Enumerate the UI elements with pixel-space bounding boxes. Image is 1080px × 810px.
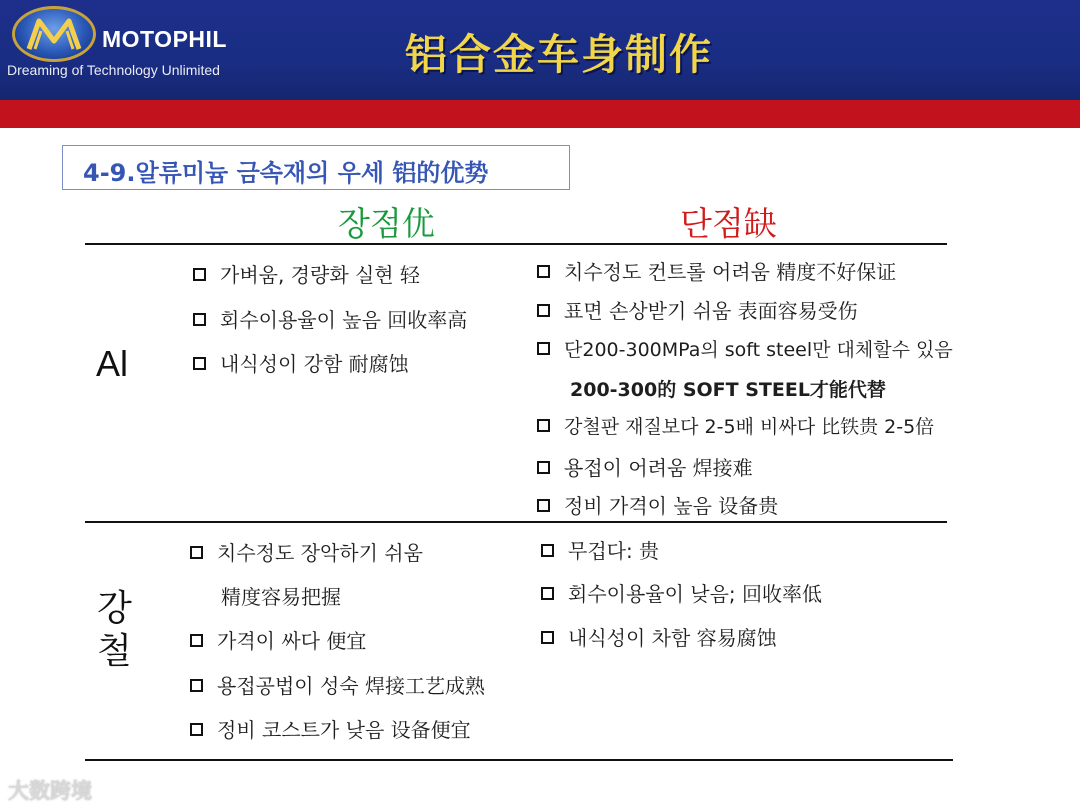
- watermark: 大数跨境: [8, 779, 92, 803]
- checkbox-icon: [537, 461, 550, 474]
- row-label-al: Al: [96, 343, 129, 384]
- list-item: 회수이용율이 낮음; 回收率低: [541, 578, 822, 607]
- checkbox-icon: [541, 587, 554, 600]
- brand-tagline: Dreaming of Technology Unlimited: [7, 62, 220, 78]
- motophil-logo-icon: [12, 6, 96, 62]
- row-label-steel-2: 철: [97, 631, 132, 672]
- list-item-continuation: 精度容易把握: [221, 585, 341, 609]
- list-item: 정비 코스트가 낮음 设备便宜: [190, 714, 471, 743]
- list-item: 단200-300MPa의 soft steel만 대체할수 있음: [537, 335, 953, 362]
- page-title: 铝合金车身制作: [405, 30, 714, 79]
- list-item-continuation: 200-300的 SOFT STEEL才能代替: [570, 379, 886, 401]
- header-stripe: [0, 100, 1080, 128]
- list-item: 정비 가격이 높음 设备贵: [537, 490, 778, 519]
- list-item: 표면 손상받기 쉬움 表面容易受伤: [537, 295, 858, 324]
- list-item: 강철판 재질보다 2-5배 비싸다 比铁贵 2-5倍: [537, 412, 934, 439]
- pros-heading: 장점优: [338, 204, 435, 243]
- checkbox-icon: [193, 268, 206, 281]
- brand-name: MOTOPHIL: [102, 26, 227, 52]
- list-item: 내식성이 강함 耐腐蚀: [193, 348, 409, 377]
- list-item: 용접이 어려움 焊接难: [537, 452, 753, 481]
- checkbox-icon: [537, 419, 550, 432]
- cons-heading: 단점缺: [680, 204, 777, 243]
- row-label-steel-1: 강: [97, 588, 132, 629]
- checkbox-icon: [541, 631, 554, 644]
- checkbox-icon: [537, 499, 550, 512]
- table-divider-top: [85, 243, 947, 245]
- checkbox-icon: [193, 313, 206, 326]
- checkbox-icon: [537, 342, 550, 355]
- table-divider-middle: [85, 521, 947, 523]
- list-item: 가격이 싸다 便宜: [190, 625, 366, 654]
- checkbox-icon: [190, 546, 203, 559]
- table-divider-bottom: [85, 759, 953, 761]
- list-item: 치수정도 컨트롤 어려움 精度不好保证: [537, 256, 896, 285]
- list-item: 가벼움, 경량화 실현 轻: [193, 259, 420, 288]
- checkbox-icon: [537, 304, 550, 317]
- checkbox-icon: [190, 723, 203, 736]
- checkbox-icon: [541, 544, 554, 557]
- section-subtitle-box: [62, 145, 570, 190]
- section-subtitle: 4-9.알류미늄 금속재의 우세 铝的优势: [83, 159, 489, 187]
- list-item: 치수정도 장악하기 쉬움: [190, 537, 423, 566]
- list-item: 내식성이 차함 容易腐蚀: [541, 622, 777, 651]
- checkbox-icon: [537, 265, 550, 278]
- list-item: 무겁다: 贵: [541, 535, 659, 564]
- checkbox-icon: [190, 634, 203, 647]
- checkbox-icon: [190, 679, 203, 692]
- checkbox-icon: [193, 357, 206, 370]
- list-item: 회수이용율이 높음 回收率高: [193, 304, 467, 333]
- list-item: 용접공법이 성숙 焊接工艺成熟: [190, 670, 485, 699]
